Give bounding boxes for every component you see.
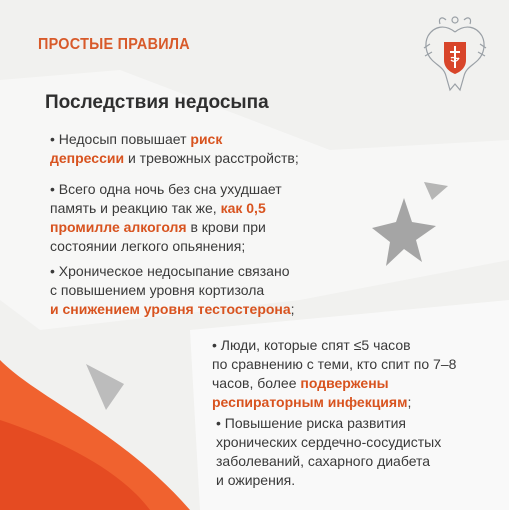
body-text: Повышение риска развития bbox=[224, 415, 407, 431]
list-item bbox=[216, 414, 441, 490]
highlight-text: депрессии bbox=[50, 150, 125, 166]
body-text: память и реакцию так же, bbox=[50, 200, 221, 216]
text-line bbox=[216, 471, 441, 490]
body-text: Всего одна ночь без сна ухудшает bbox=[58, 181, 282, 197]
text-line bbox=[212, 355, 456, 374]
list-item bbox=[50, 130, 299, 168]
body-text: с повышением уровня кортизола bbox=[50, 282, 265, 298]
body-text: часов, более bbox=[212, 375, 301, 391]
body-text: ; bbox=[290, 301, 295, 317]
body-text: • bbox=[50, 131, 59, 147]
body-text: • bbox=[216, 415, 225, 431]
text-line bbox=[50, 130, 299, 149]
text-line bbox=[212, 374, 456, 393]
text-line bbox=[50, 199, 282, 218]
list-item bbox=[212, 336, 456, 412]
body-text: ; bbox=[407, 394, 412, 410]
text-line bbox=[50, 281, 295, 300]
body-text: состоянии легкого опьянения; bbox=[50, 238, 246, 254]
body-text: и тревожных расстройств; bbox=[124, 150, 299, 166]
text-line bbox=[50, 149, 299, 168]
list-item bbox=[50, 180, 282, 256]
body-text: заболеваний, сахарного диабета bbox=[216, 453, 431, 469]
body-text: • bbox=[50, 263, 59, 279]
body-text: • bbox=[212, 337, 221, 353]
text-line bbox=[216, 414, 441, 433]
body-text: хронических сердечно-сосудистых bbox=[216, 434, 442, 450]
highlight-text: как 0,5 bbox=[220, 200, 266, 216]
body-text: и ожирения. bbox=[216, 472, 296, 488]
text-line bbox=[50, 180, 282, 199]
text-line bbox=[216, 433, 441, 452]
text-line bbox=[216, 452, 441, 471]
triangle-decoration-icon bbox=[86, 364, 124, 410]
highlight-text: респираторным инфекциям bbox=[212, 394, 408, 410]
highlight-text: и снижением уровня тестостерона bbox=[50, 301, 291, 317]
body-text: в крови при bbox=[186, 219, 266, 235]
text-line bbox=[50, 262, 295, 281]
text-line bbox=[50, 218, 282, 237]
highlight-text: промилле алкоголя bbox=[50, 219, 187, 235]
ministry-emblem-icon bbox=[420, 14, 490, 96]
text-line bbox=[50, 237, 282, 256]
body-text: по сравнению с теми, кто спит по 7–8 bbox=[212, 356, 457, 372]
text-line bbox=[50, 300, 295, 319]
category-tag: ПРОСТЫЕ ПРАВИЛА bbox=[38, 36, 190, 53]
body-text: Хроническое недосыпание связано bbox=[58, 263, 290, 279]
body-text: Люди, которые спят ≤5 часов bbox=[220, 337, 411, 353]
text-line bbox=[212, 336, 456, 355]
highlight-text: подвержены bbox=[300, 375, 389, 391]
body-text: Недосып повышает bbox=[58, 131, 191, 147]
list-item bbox=[50, 262, 295, 319]
text-line bbox=[212, 393, 456, 412]
highlight-text: риск bbox=[190, 131, 223, 147]
page-title: Последствия недосыпа bbox=[45, 92, 269, 113]
body-text: • bbox=[50, 181, 59, 197]
